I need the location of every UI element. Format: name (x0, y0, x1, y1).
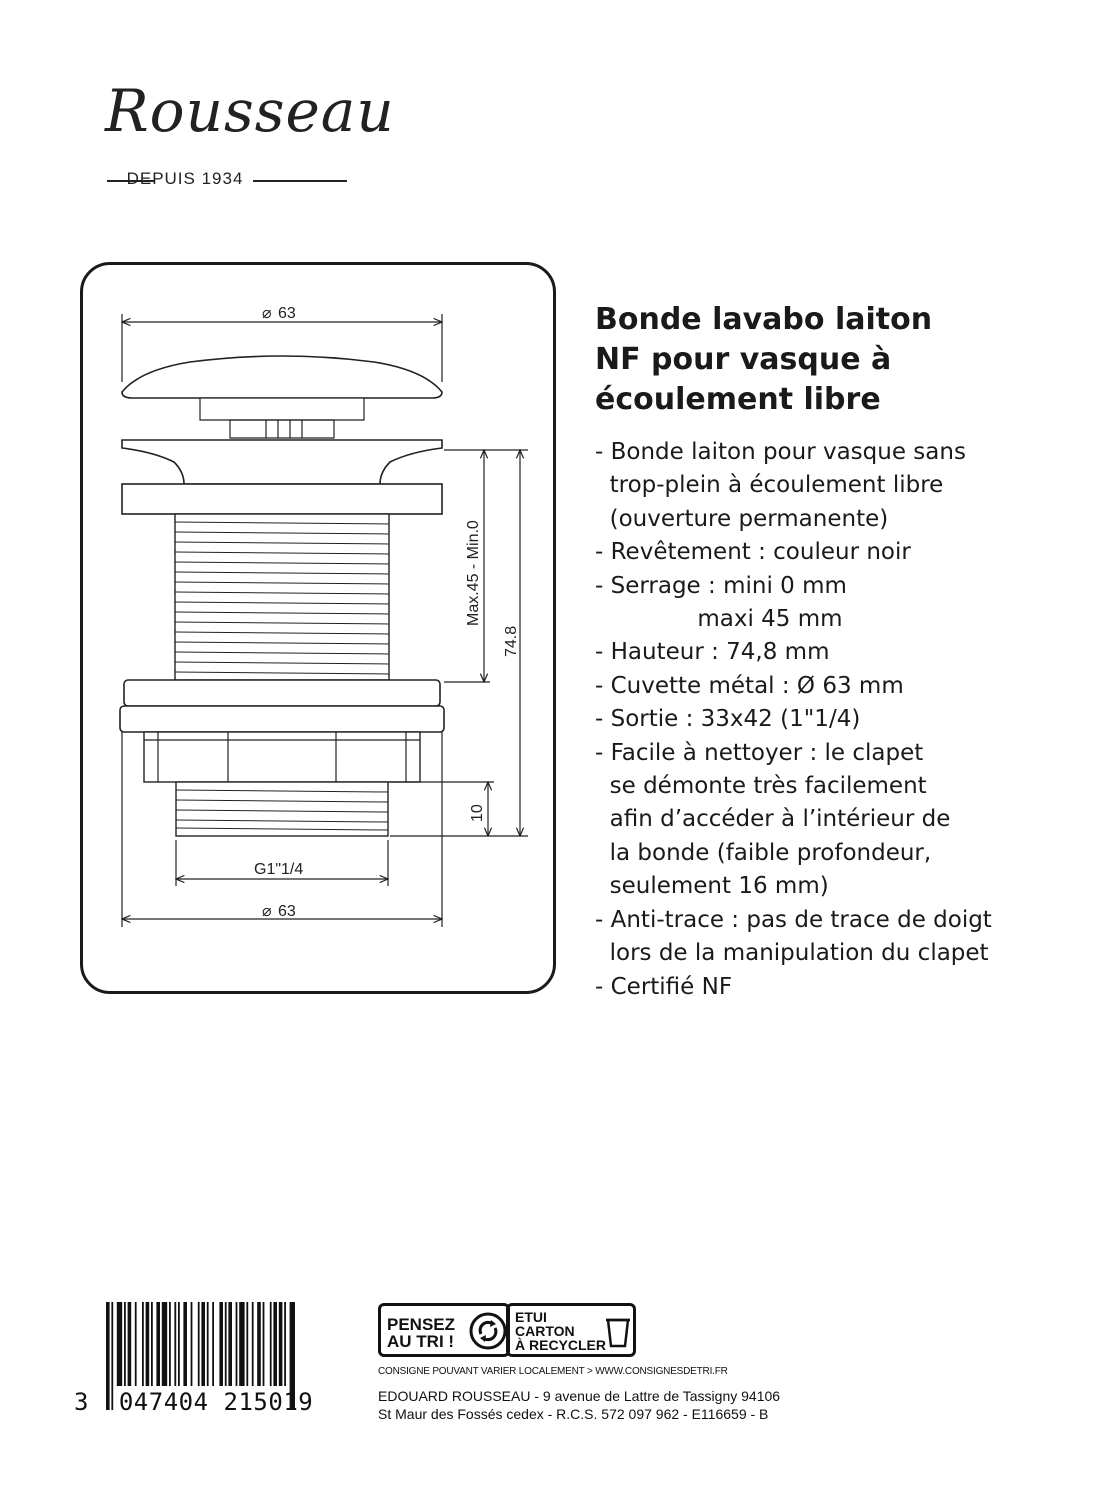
feature-line: - Cuvette métal : Ø 63 mm (595, 672, 904, 699)
technical-drawing (80, 262, 556, 994)
title-line: écoulement libre (595, 382, 881, 417)
dim-bottom-diameter-symbol: ⌀ (262, 903, 272, 920)
feature-line: - Serrage : mini 0 mm (595, 572, 847, 599)
recycle-icon (469, 1312, 507, 1350)
feature-line: seulement 16 mm) (595, 873, 829, 900)
pensez-au-tri-box (378, 1303, 510, 1357)
flange-cup (122, 440, 442, 484)
feature-line: - Sortie : 33x42 (1"1/4) (595, 706, 861, 733)
feature-line: - Certifié NF (595, 973, 733, 1000)
barcode-digits (74, 1388, 334, 1416)
brand-script-name: Rousseau (105, 77, 395, 145)
dim-height: 74.8 (503, 625, 520, 657)
barcode-group-2: 215019 (223, 1388, 314, 1416)
dim-top-diameter: 63 (278, 305, 296, 322)
brand-tagline: DEPUIS 1934 (126, 169, 244, 188)
feature-line: - Facile à nettoyer : le clapet (595, 739, 924, 766)
dim-top-diameter-symbol: ⌀ (262, 305, 272, 322)
recycling-bin-icon (605, 1316, 631, 1348)
tagline-rule-right (253, 180, 347, 182)
feature-line: - Bonde laiton pour vasque sans (595, 439, 966, 465)
address-line: EDOUARD ROUSSEAU - 9 avenue de Lattre de Tassigny 94106 (378, 1388, 781, 1404)
dim-clamping: Max.45 - Min.0 (465, 520, 482, 626)
cap-dome (122, 356, 442, 398)
brand-logo (75, 75, 395, 200)
threaded-body (175, 514, 389, 680)
title-line: Bonde lavabo laiton (595, 302, 933, 337)
feature-line: - Anti-trace : pas de trace de doigt (595, 906, 992, 933)
feature-line: trop-plein à écoulement libre (595, 472, 944, 499)
locking-nut (124, 680, 440, 706)
dim-thread: G1"1/4 (254, 861, 304, 878)
feature-line: (ouverture permanente) (595, 505, 889, 532)
barcode-group-1: 047404 (118, 1388, 209, 1416)
product-title (595, 300, 1075, 420)
company-address (378, 1387, 838, 1423)
etui-carton-box (506, 1303, 636, 1357)
technical-drawing-card (80, 262, 556, 994)
barcode-first-digit: 3 (74, 1388, 89, 1416)
feature-line: - Revêtement : couleur noir (595, 539, 911, 566)
feature-line: maxi 45 mm (595, 606, 843, 633)
feature-line: - Hauteur : 74,8 mm (595, 639, 830, 666)
dim-thread-length: 10 (469, 804, 486, 822)
feature-line: se démonte très facilement (595, 773, 927, 800)
address-line: St Maur des Fossés cedex - R.C.S. 572 097 962 - E116659 - B (378, 1406, 769, 1422)
title-line: NF pour vasque à (595, 342, 892, 377)
feature-line: afin d’accéder à l’intérieur de (595, 806, 951, 833)
sorting-notice: CONSIGNE POUVANT VARIER LOCALEMENT > WWW.CONSIGNESDETRI.FR (378, 1366, 728, 1377)
feature-line: la bonde (faible profondeur, (595, 839, 932, 866)
feature-list (595, 436, 1085, 1004)
pensez-label: PENSEZ AU TRI ! (387, 1315, 456, 1351)
recycling-logo (378, 1303, 636, 1361)
etui-label: ETUI CARTON À RECYCLER (515, 1309, 607, 1353)
dim-bottom-diameter: 63 (278, 903, 296, 920)
feature-line: lors de la manipulation du clapet (595, 940, 989, 967)
